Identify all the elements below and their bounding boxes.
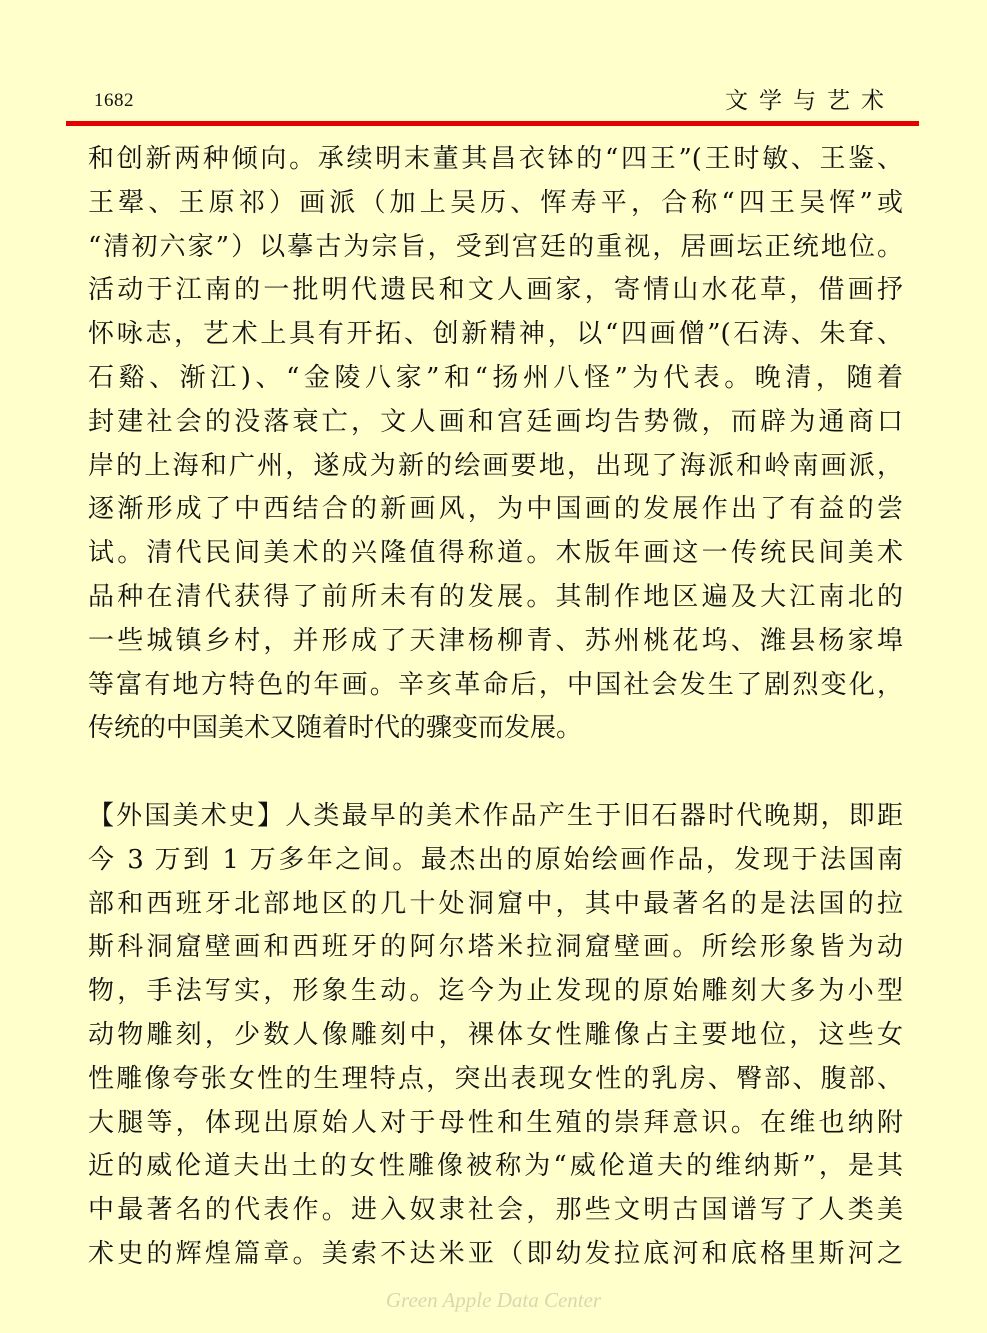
text-line: 术史的辉煌篇章。美索不达米亚（即幼发拉底河和底格里斯河之	[88, 1238, 903, 1269]
text-line: 性雕像夸张女性的生理特点，突出表现女性的乳房、臀部、腹部、	[88, 1063, 903, 1094]
text-line: 斯科洞窟壁画和西班牙的阿尔塔米拉洞窟壁画。所绘形象皆为动	[88, 932, 903, 963]
text-line: 逐渐形成了中西结合的新画风，为中国画的发展作出了有益的尝	[88, 494, 903, 525]
text-line: 怀咏志，艺术上具有开拓、创新精神，以“四画僧”(石涛、朱耷、	[88, 319, 903, 350]
page-number: 1682	[94, 90, 134, 111]
paragraph-qing-painting	[88, 138, 903, 751]
text-line: 封建社会的没落衰亡，文人画和宫廷画均告势微，而辟为通商口	[88, 406, 903, 437]
footer-watermark: Green Apple Data Center	[385, 1288, 602, 1312]
text-line: “清初六家”）以摹古为宗旨，受到宫廷的重视，居画坛正统地位。	[88, 231, 903, 262]
paragraph-foreign-art-history	[88, 795, 903, 1277]
text-line: 品种在清代获得了前所未有的发展。其制作地区遍及大江南北的	[88, 581, 903, 612]
text-line: 石谿、渐江)、“金陵八家”和“扬州八怪”为代表。晚清，随着	[88, 362, 903, 393]
text-line: 活动于江南的一批明代遗民和文人画家，寄情山水花草，借画抒	[88, 275, 903, 306]
text-line: 中最著名的代表作。进入奴隶社会，那些文明古国谱写了人类美	[88, 1195, 903, 1226]
text-line: 物，手法写实，形象生动。迄今为止发现的原始雕刻大多为小型	[88, 976, 903, 1007]
text-line: 等富有地方特色的年画。辛亥革命后，中国社会发生了剧烈变化，	[88, 669, 903, 700]
text-line: 动物雕刻，少数人像雕刻中，裸体女性雕像占主要地位，这些女	[88, 1019, 903, 1050]
text-line: 【外国美术史】人类最早的美术作品产生于旧石器时代晚期，即距	[88, 800, 903, 831]
body-text	[88, 138, 903, 1277]
text-line: 一些城镇乡村，并形成了天津杨柳青、苏州桃花坞、潍县杨家埠	[88, 625, 903, 656]
text-line: 部和西班牙北部地区的几十处洞窟中，其中最著名的是法国的拉	[88, 888, 903, 919]
text-line: 传统的中国美术又随着时代的骤变而发展。	[88, 713, 583, 744]
running-head-title: 文学与艺术	[725, 88, 895, 114]
text-line: 王翚、王原祁）画派（加上吴历、恽寿平，合称“四王吴恽”或	[88, 187, 903, 218]
text-line: 和创新两种倾向。承续明末董其昌衣钵的“四王”(王时敏、王鉴、	[88, 144, 903, 174]
text-line: 试。清代民间美术的兴隆值得称道。木版年画这一传统民间美术	[88, 538, 903, 569]
text-line: 大腿等，体现出原始人对于母性和生殖的崇拜意识。在维也纳附	[88, 1107, 903, 1138]
paragraph-spacer	[88, 751, 903, 795]
text-line: 今 3 万到 1 万多年之间。最杰出的原始绘画作品，发现于法国南	[88, 844, 903, 875]
header-rule	[66, 121, 919, 126]
text-line: 近的威伦道夫出土的女性雕像被称为“威伦道夫的维纳斯”，是其	[88, 1151, 903, 1182]
text-line: 岸的上海和广州，遂成为新的绘画要地，出现了海派和岭南画派，	[88, 450, 903, 481]
